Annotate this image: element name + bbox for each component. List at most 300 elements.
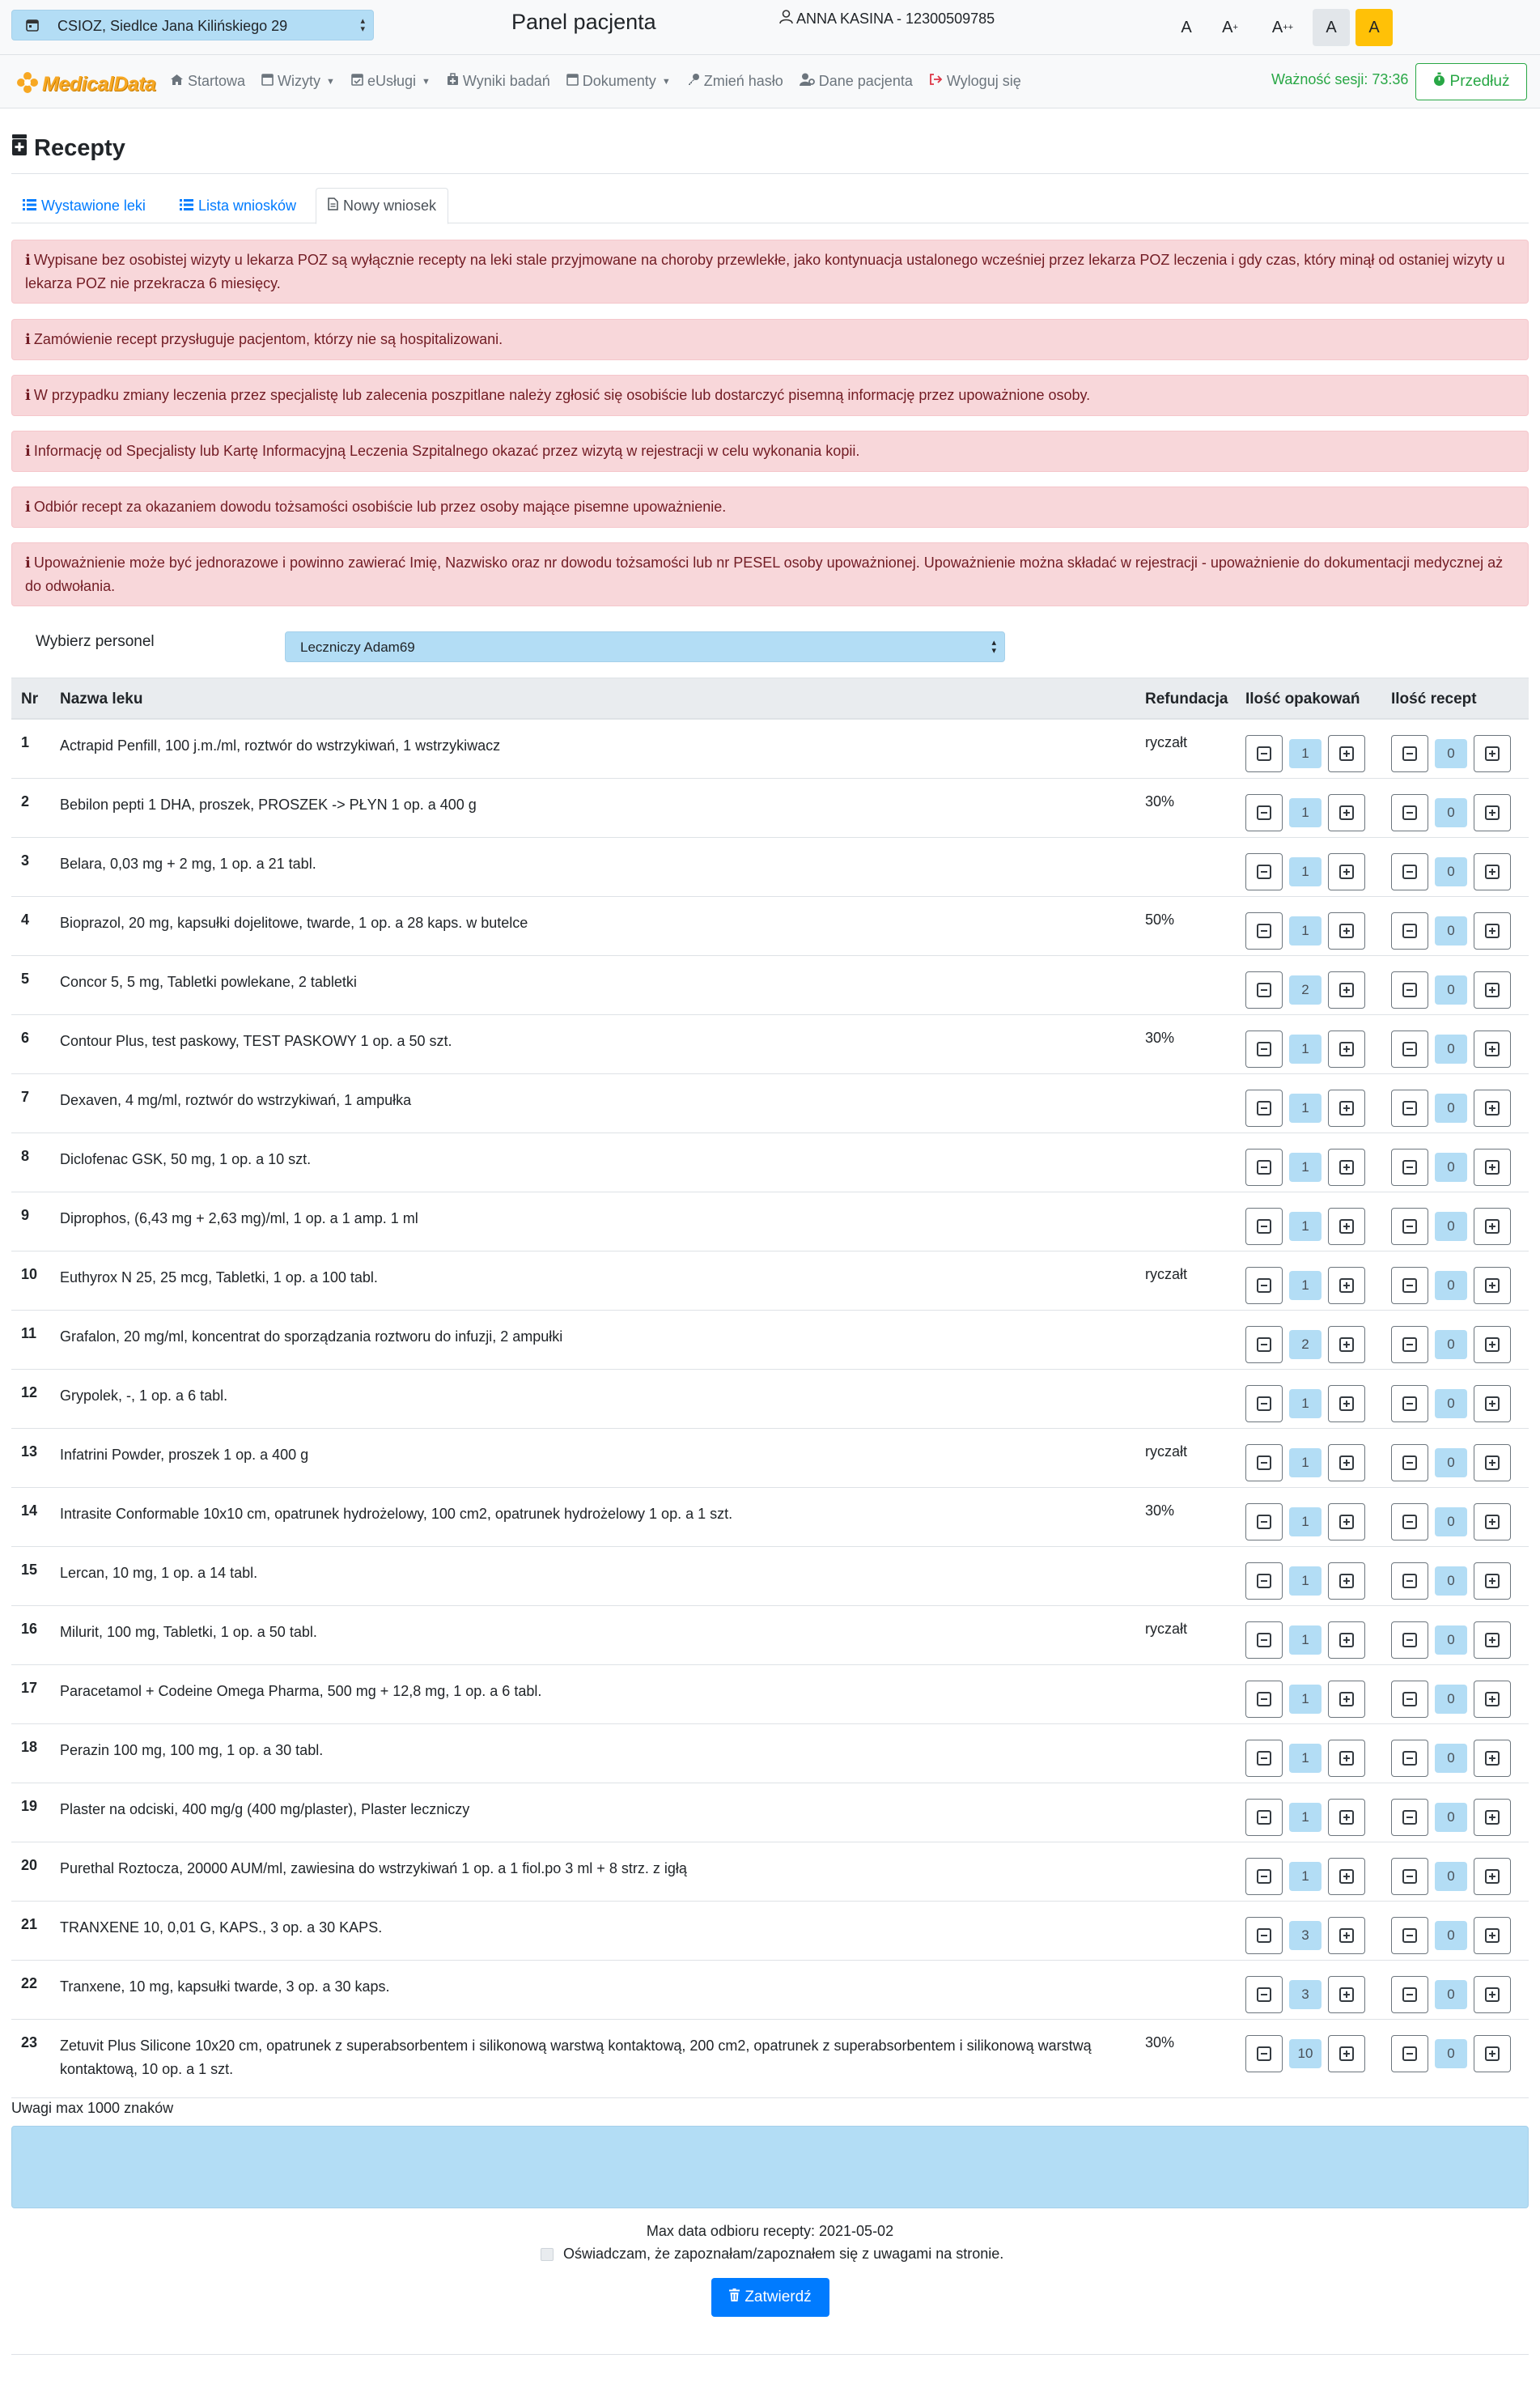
packs-decrement-button[interactable] bbox=[1245, 1149, 1283, 1186]
plus-square-icon bbox=[1485, 1337, 1500, 1352]
packs-increment-button[interactable] bbox=[1328, 1562, 1365, 1600]
recipes-increment-button[interactable] bbox=[1474, 1267, 1511, 1304]
minus-square-icon bbox=[1257, 1928, 1271, 1943]
recipes-decrement-button[interactable] bbox=[1391, 1858, 1428, 1895]
medication-name: Bioprazol, 20 mg, kapsułki dojelitowe, twarde, 1 op. a 28 kaps. w butelce bbox=[60, 915, 528, 931]
packs-stepper bbox=[1245, 1562, 1365, 1600]
minus-square-icon bbox=[1402, 1692, 1417, 1706]
packs-increment-button[interactable] bbox=[1328, 1267, 1365, 1304]
recipes-increment-button[interactable] bbox=[1474, 1799, 1511, 1836]
packs-value[interactable]: 2 bbox=[1289, 1330, 1322, 1359]
tab-nowy-wniosek[interactable]: Nowy wniosek bbox=[316, 188, 448, 224]
packs-value[interactable]: 1 bbox=[1289, 1803, 1322, 1832]
plus-square-icon bbox=[1485, 746, 1500, 761]
packs-decrement-button[interactable] bbox=[1245, 1503, 1283, 1540]
extend-session-button[interactable]: Przedłuż bbox=[1415, 63, 1527, 100]
recipes-value[interactable]: 0 bbox=[1435, 975, 1467, 1005]
medication-name: Actrapid Penfill, 100 j.m./ml, roztwór do wstrzykiwań, 1 wstrzykiwacz bbox=[60, 737, 501, 754]
recipes-increment-button[interactable] bbox=[1474, 2035, 1511, 2072]
packs-increment-button[interactable] bbox=[1328, 912, 1365, 950]
packs-decrement-button[interactable] bbox=[1245, 971, 1283, 1009]
packs-stepper bbox=[1245, 1681, 1365, 1718]
recipes-decrement-button[interactable] bbox=[1391, 1917, 1428, 1954]
table-header bbox=[11, 678, 1529, 720]
plus-square-icon bbox=[1339, 1455, 1354, 1470]
minus-square-icon bbox=[1257, 1101, 1271, 1116]
packs-decrement-button[interactable] bbox=[1245, 1681, 1283, 1718]
packs-value[interactable]: 1 bbox=[1289, 1566, 1322, 1596]
info-alert: i Informację od Specjalisty lub Kartę Informacyjną Leczenia Szpitalnego okazać przez wizytą w rejestracji w celu wykonania kopii. bbox=[11, 431, 1529, 472]
recipes-value[interactable]: 0 bbox=[1435, 1507, 1467, 1536]
packs-value[interactable]: 2 bbox=[1289, 975, 1322, 1005]
plus-square-icon bbox=[1339, 1987, 1354, 2002]
packs-value[interactable]: 1 bbox=[1289, 1094, 1322, 1123]
info-alert: i Upoważnienie może być jednorazowe i powinno zawierać Imię, Nazwisko oraz nr dowodu tożsamości lub nr PESEL osoby upoważnionej. Upoważnienie można składać w rejestracji - upoważnienie do dokumentacji medycznej aż do odwołania. bbox=[11, 542, 1529, 606]
packs-stepper bbox=[1245, 1917, 1365, 1954]
medication-name: Paracetamol + Codeine Omega Pharma, 500 mg + 12,8 mg, 1 op. a 6 tabl. bbox=[60, 1683, 542, 1699]
contrast-high-button[interactable]: A bbox=[1355, 9, 1393, 46]
font-size-normal-button[interactable]: A bbox=[1181, 18, 1192, 36]
minus-square-icon bbox=[1257, 2046, 1271, 2061]
packs-stepper bbox=[1245, 853, 1365, 890]
nav-item-zmien-haslo[interactable]: Zmień hasło bbox=[687, 73, 783, 90]
recipes-value[interactable]: 0 bbox=[1435, 1566, 1467, 1596]
recipes-decrement-button[interactable] bbox=[1391, 1503, 1428, 1540]
plus-square-icon bbox=[1485, 1278, 1500, 1293]
recipes-value[interactable]: 0 bbox=[1435, 739, 1467, 768]
plus-square-icon bbox=[1339, 1396, 1354, 1411]
recipes-stepper bbox=[1391, 971, 1511, 1009]
staff-select[interactable] bbox=[285, 631, 1005, 662]
medication-name: Dexaven, 4 mg/ml, roztwór do wstrzykiwań, 1 ampułka bbox=[60, 1092, 412, 1108]
recipes-value[interactable]: 0 bbox=[1435, 1980, 1467, 2009]
header-recipes: Ilość recept bbox=[1391, 691, 1477, 708]
packs-stepper bbox=[1245, 1208, 1365, 1245]
packs-increment-button[interactable] bbox=[1328, 1681, 1365, 1718]
notes-label: Uwagi max 1000 znaków bbox=[11, 2100, 174, 2116]
recipes-value[interactable]: 0 bbox=[1435, 1389, 1467, 1418]
recipes-value[interactable]: 0 bbox=[1435, 1862, 1467, 1891]
packs-decrement-button[interactable] bbox=[1245, 1740, 1283, 1777]
minus-square-icon bbox=[1402, 1278, 1417, 1293]
caret-down-icon: ▼ bbox=[326, 76, 335, 87]
recipes-stepper bbox=[1391, 1503, 1511, 1540]
recipes-increment-button[interactable] bbox=[1474, 1149, 1511, 1186]
packs-stepper bbox=[1245, 1976, 1365, 2013]
recipes-decrement-button[interactable] bbox=[1391, 1208, 1428, 1245]
plus-square-icon bbox=[1339, 1928, 1354, 1943]
staff-select-value: Leczniczy Adam69 bbox=[300, 640, 415, 655]
recipes-value[interactable]: 0 bbox=[1435, 1685, 1467, 1714]
recipes-decrement-button[interactable] bbox=[1391, 1326, 1428, 1363]
packs-decrement-button[interactable] bbox=[1245, 1031, 1283, 1068]
medication-name: Grypolek, -, 1 op. a 6 tabl. bbox=[60, 1387, 228, 1404]
recipes-value[interactable]: 0 bbox=[1435, 1094, 1467, 1123]
briefcase-medical-icon bbox=[447, 73, 459, 90]
medication-name: Diprophos, (6,43 mg + 2,63 mg)/ml, 1 op. a 1 amp. 1 ml bbox=[60, 1210, 418, 1226]
minus-square-icon bbox=[1402, 1219, 1417, 1234]
refund-value: ryczałt bbox=[1145, 1266, 1188, 1282]
list-icon bbox=[180, 198, 193, 215]
recipes-decrement-button[interactable] bbox=[1391, 794, 1428, 831]
packs-increment-button[interactable] bbox=[1328, 1503, 1365, 1540]
recipes-decrement-button[interactable] bbox=[1391, 1976, 1428, 2013]
minus-square-icon bbox=[1402, 924, 1417, 938]
nav-item-dokumenty[interactable]: Dokumenty ▼ bbox=[566, 73, 671, 90]
info-icon: i bbox=[25, 252, 31, 269]
table-row bbox=[11, 1961, 1529, 2020]
packs-decrement-button[interactable] bbox=[1245, 1621, 1283, 1659]
declaration-checkbox[interactable] bbox=[541, 2248, 554, 2261]
plus-square-icon bbox=[1339, 1278, 1354, 1293]
packs-decrement-button[interactable] bbox=[1245, 794, 1283, 831]
panel-title: Panel pacjenta bbox=[511, 10, 656, 34]
recipes-stepper bbox=[1391, 1621, 1511, 1659]
declaration-label: Oświadczam, że zapoznałam/zapoznałem się z uwagami na stronie. bbox=[563, 2246, 1004, 2262]
recipes-value[interactable]: 0 bbox=[1435, 798, 1467, 827]
packs-increment-button[interactable] bbox=[1328, 1621, 1365, 1659]
recipes-decrement-button[interactable] bbox=[1391, 1385, 1428, 1422]
medication-name: Concor 5, 5 mg, Tabletki powlekane, 2 tabletki bbox=[60, 974, 357, 990]
packs-decrement-button[interactable] bbox=[1245, 853, 1283, 890]
minus-square-icon bbox=[1402, 1810, 1417, 1825]
packs-decrement-button[interactable] bbox=[1245, 1976, 1283, 2013]
table-row bbox=[11, 1074, 1529, 1133]
row-number: 20 bbox=[21, 1857, 38, 1873]
recipes-increment-button[interactable] bbox=[1474, 1326, 1511, 1363]
packs-decrement-button[interactable] bbox=[1245, 1385, 1283, 1422]
row-number: 21 bbox=[21, 1916, 38, 1932]
font-size-xlarge-button[interactable]: A ++ bbox=[1271, 18, 1294, 36]
packs-increment-button[interactable] bbox=[1328, 853, 1365, 890]
packs-decrement-button[interactable] bbox=[1245, 1799, 1283, 1836]
plus-square-icon bbox=[1485, 1042, 1500, 1056]
logo[interactable] bbox=[16, 71, 155, 98]
packs-value[interactable]: 10 bbox=[1289, 2039, 1322, 2068]
packs-stepper bbox=[1245, 971, 1365, 1009]
calendar-icon bbox=[566, 73, 579, 90]
page-title: Recepty bbox=[11, 134, 125, 162]
recipes-decrement-button[interactable] bbox=[1391, 1090, 1428, 1127]
plus-square-icon bbox=[1485, 1928, 1500, 1943]
table-row bbox=[11, 1192, 1529, 1251]
plus-square-icon bbox=[1485, 2046, 1500, 2061]
table-body bbox=[11, 720, 1529, 2098]
plus-square-icon bbox=[1485, 1455, 1500, 1470]
packs-decrement-button[interactable] bbox=[1245, 1208, 1283, 1245]
packs-value[interactable]: 1 bbox=[1289, 1035, 1322, 1064]
font-size-large-button[interactable]: A + bbox=[1222, 18, 1238, 36]
trash-icon bbox=[729, 2288, 740, 2306]
minus-square-icon bbox=[1257, 1160, 1271, 1175]
recipes-value[interactable]: 0 bbox=[1435, 1448, 1467, 1477]
recipes-value[interactable]: 0 bbox=[1435, 1212, 1467, 1241]
packs-stepper bbox=[1245, 735, 1365, 772]
calendar-icon bbox=[12, 11, 53, 40]
recipes-decrement-button[interactable] bbox=[1391, 1562, 1428, 1600]
packs-increment-button[interactable] bbox=[1328, 1385, 1365, 1422]
minus-square-icon bbox=[1402, 865, 1417, 879]
packs-value[interactable]: 1 bbox=[1289, 1389, 1322, 1418]
table-row bbox=[11, 779, 1529, 838]
packs-increment-button[interactable] bbox=[1328, 1799, 1365, 1836]
staff-label: Wybierz personel bbox=[36, 633, 155, 650]
recipes-increment-button[interactable] bbox=[1474, 912, 1511, 950]
recipes-decrement-button[interactable] bbox=[1391, 735, 1428, 772]
table-row bbox=[11, 1311, 1529, 1370]
packs-decrement-button[interactable] bbox=[1245, 1917, 1283, 1954]
packs-increment-button[interactable] bbox=[1328, 794, 1365, 831]
minus-square-icon bbox=[1402, 1455, 1417, 1470]
row-number: 1 bbox=[21, 734, 30, 750]
medication-name: TRANXENE 10, 0,01 G, KAPS., 3 op. a 30 KAPS. bbox=[60, 1919, 383, 1936]
recipes-decrement-button[interactable] bbox=[1391, 1031, 1428, 1068]
minus-square-icon bbox=[1257, 1042, 1271, 1056]
packs-increment-button[interactable] bbox=[1328, 1444, 1365, 1481]
recipes-decrement-button[interactable] bbox=[1391, 1799, 1428, 1836]
tab-lista-wnioskow[interactable]: Lista wniosków bbox=[168, 188, 308, 223]
recipes-increment-button[interactable] bbox=[1474, 1740, 1511, 1777]
declaration bbox=[541, 2246, 1003, 2263]
refund-value: ryczałt bbox=[1145, 1443, 1188, 1460]
medication-name: Tranxene, 10 mg, kapsułki twarde, 3 op. a 30 kaps. bbox=[60, 1978, 390, 1995]
table-row bbox=[11, 838, 1529, 897]
recipes-increment-button[interactable] bbox=[1474, 1681, 1511, 1718]
plus-square-icon bbox=[1339, 1219, 1354, 1234]
recipes-decrement-button[interactable] bbox=[1391, 912, 1428, 950]
recipes-decrement-button[interactable] bbox=[1391, 1444, 1428, 1481]
notes-textarea[interactable] bbox=[11, 2126, 1529, 2208]
minus-square-icon bbox=[1257, 1810, 1271, 1825]
recipes-stepper bbox=[1391, 1681, 1511, 1718]
minus-square-icon bbox=[1257, 1219, 1271, 1234]
nav-item-dane-pacjenta[interactable]: Dane pacjenta bbox=[800, 73, 913, 90]
packs-value[interactable]: 1 bbox=[1289, 1862, 1322, 1891]
minus-square-icon bbox=[1257, 1692, 1271, 1706]
recipes-increment-button[interactable] bbox=[1474, 1976, 1511, 2013]
nav-item-wizyty[interactable]: Wizyty ▼ bbox=[261, 73, 335, 90]
packs-decrement-button[interactable] bbox=[1245, 912, 1283, 950]
info-alert: i Odbiór recept za okazaniem dowodu tożsamości osobiście lub przez osoby mające pisemne upoważnienie. bbox=[11, 487, 1529, 528]
packs-increment-button[interactable] bbox=[1328, 2035, 1365, 2072]
packs-decrement-button[interactable] bbox=[1245, 1562, 1283, 1600]
minus-square-icon bbox=[1402, 1574, 1417, 1588]
recipes-increment-button[interactable] bbox=[1474, 1208, 1511, 1245]
packs-value[interactable]: 3 bbox=[1289, 1921, 1322, 1950]
packs-increment-button[interactable] bbox=[1328, 971, 1365, 1009]
recipes-increment-button[interactable] bbox=[1474, 1562, 1511, 1600]
packs-value[interactable]: 1 bbox=[1289, 1448, 1322, 1477]
row-number: 19 bbox=[21, 1798, 38, 1814]
recipes-value[interactable]: 0 bbox=[1435, 1271, 1467, 1300]
recipes-stepper bbox=[1391, 1149, 1511, 1186]
packs-value[interactable]: 1 bbox=[1289, 1625, 1322, 1655]
packs-increment-button[interactable] bbox=[1328, 1740, 1365, 1777]
medication-name: Contour Plus, test paskowy, TEST PASKOWY 1 op. a 50 szt. bbox=[60, 1033, 452, 1049]
packs-value[interactable]: 1 bbox=[1289, 1153, 1322, 1182]
nav-item-startowa[interactable]: Startowa bbox=[170, 73, 245, 90]
recipes-increment-button[interactable] bbox=[1474, 1917, 1511, 1954]
packs-stepper bbox=[1245, 1267, 1365, 1304]
minus-square-icon bbox=[1402, 1869, 1417, 1884]
minus-square-icon bbox=[1402, 1337, 1417, 1352]
recipes-stepper bbox=[1391, 1385, 1511, 1422]
plus-square-icon bbox=[1339, 1574, 1354, 1588]
clinic-select-value: CSIOZ, Siedlce Jana Kilińskiego 29 bbox=[57, 18, 288, 34]
plus-square-icon bbox=[1339, 1101, 1354, 1116]
select-arrows-icon: ▴ ▾ bbox=[991, 638, 996, 656]
packs-value[interactable]: 1 bbox=[1289, 1744, 1322, 1773]
recipes-increment-button[interactable] bbox=[1474, 1385, 1511, 1422]
recipes-decrement-button[interactable] bbox=[1391, 853, 1428, 890]
recipes-increment-button[interactable] bbox=[1474, 794, 1511, 831]
plus-square-icon bbox=[1339, 1515, 1354, 1529]
caret-down-icon: ▼ bbox=[661, 76, 671, 87]
plus-square-icon bbox=[1339, 1869, 1354, 1884]
medication-name: Grafalon, 20 mg/ml, koncentrat do sporządzania roztworu do infuzji, 2 ampułki bbox=[60, 1328, 563, 1345]
refund-value: 30% bbox=[1145, 793, 1175, 810]
plus-square-icon bbox=[1485, 1515, 1500, 1529]
recipes-increment-button[interactable] bbox=[1474, 735, 1511, 772]
minus-square-icon bbox=[1257, 805, 1271, 820]
packs-stepper bbox=[1245, 1621, 1365, 1659]
select-arrows-icon: ▴ ▾ bbox=[360, 16, 365, 34]
header-refund: Refundacja bbox=[1145, 691, 1228, 708]
packs-decrement-button[interactable] bbox=[1245, 1090, 1283, 1127]
recipes-increment-button[interactable] bbox=[1474, 853, 1511, 890]
packs-decrement-button[interactable] bbox=[1245, 1267, 1283, 1304]
row-number: 6 bbox=[21, 1030, 30, 1046]
recipes-value[interactable]: 0 bbox=[1435, 1803, 1467, 1832]
packs-decrement-button[interactable] bbox=[1245, 1444, 1283, 1481]
contrast-normal-button[interactable]: A bbox=[1313, 9, 1350, 46]
packs-increment-button[interactable] bbox=[1328, 1208, 1365, 1245]
medication-name: Perazin 100 mg, 100 mg, 1 op. a 30 tabl. bbox=[60, 1742, 324, 1758]
packs-value[interactable]: 1 bbox=[1289, 739, 1322, 768]
table-row bbox=[11, 1429, 1529, 1488]
packs-decrement-button[interactable] bbox=[1245, 1326, 1283, 1363]
info-icon: i bbox=[25, 331, 31, 348]
row-number: 8 bbox=[21, 1148, 30, 1164]
packs-increment-button[interactable] bbox=[1328, 1326, 1365, 1363]
row-number: 10 bbox=[21, 1266, 38, 1282]
packs-increment-button[interactable] bbox=[1328, 1031, 1365, 1068]
table-row bbox=[11, 1370, 1529, 1429]
row-number: 23 bbox=[21, 2034, 38, 2050]
packs-decrement-button[interactable] bbox=[1245, 1858, 1283, 1895]
recipes-value[interactable]: 0 bbox=[1435, 1625, 1467, 1655]
info-alert: i W przypadku zmiany leczenia przez specjalistę lub zalecenia poszpitlane należy zgłosić się osobiście lub dostarczyć pisemną informację przez upoważnione osoby. bbox=[11, 375, 1529, 416]
packs-value[interactable]: 3 bbox=[1289, 1980, 1322, 2009]
recipes-increment-button[interactable] bbox=[1474, 1503, 1511, 1540]
clinic-select[interactable] bbox=[11, 10, 374, 40]
packs-decrement-button[interactable] bbox=[1245, 735, 1283, 772]
packs-value[interactable]: 1 bbox=[1289, 916, 1322, 946]
plus-square-icon bbox=[1485, 1810, 1500, 1825]
minus-square-icon bbox=[1257, 1455, 1271, 1470]
calendar-icon bbox=[261, 73, 274, 90]
refund-value: ryczałt bbox=[1145, 734, 1188, 750]
recipes-increment-button[interactable] bbox=[1474, 1444, 1511, 1481]
minus-square-icon bbox=[1402, 1928, 1417, 1943]
recipes-value[interactable]: 0 bbox=[1435, 1035, 1467, 1064]
nav-item-euslugi[interactable]: eUsługi ▼ bbox=[351, 73, 431, 90]
recipes-value[interactable]: 0 bbox=[1435, 1330, 1467, 1359]
packs-value[interactable]: 1 bbox=[1289, 1271, 1322, 1300]
packs-value[interactable]: 1 bbox=[1289, 1212, 1322, 1241]
plus-square-icon bbox=[1485, 1219, 1500, 1234]
packs-stepper bbox=[1245, 1858, 1365, 1895]
minus-square-icon bbox=[1257, 1574, 1271, 1588]
recipes-stepper bbox=[1391, 1267, 1511, 1304]
packs-increment-button[interactable] bbox=[1328, 1858, 1365, 1895]
recipes-value[interactable]: 0 bbox=[1435, 916, 1467, 946]
packs-stepper bbox=[1245, 1031, 1365, 1068]
recipes-decrement-button[interactable] bbox=[1391, 1149, 1428, 1186]
recipes-decrement-button[interactable] bbox=[1391, 2035, 1428, 2072]
recipes-decrement-button[interactable] bbox=[1391, 1740, 1428, 1777]
packs-increment-button[interactable] bbox=[1328, 1976, 1365, 2013]
minus-square-icon bbox=[1402, 1101, 1417, 1116]
table-row bbox=[11, 1251, 1529, 1311]
recipes-decrement-button[interactable] bbox=[1391, 1681, 1428, 1718]
recipes-increment-button[interactable] bbox=[1474, 1621, 1511, 1659]
packs-stepper bbox=[1245, 912, 1365, 950]
tab-wystawione-leki[interactable]: Wystawione leki bbox=[11, 188, 157, 223]
refund-value: 30% bbox=[1145, 1030, 1175, 1046]
packs-decrement-button[interactable] bbox=[1245, 2035, 1283, 2072]
recipes-value[interactable]: 0 bbox=[1435, 1921, 1467, 1950]
medication-name: Milurit, 100 mg, Tabletki, 1 op. a 50 tabl. bbox=[60, 1624, 317, 1640]
recipes-decrement-button[interactable] bbox=[1391, 1621, 1428, 1659]
nav-item-wyniki-badan[interactable]: Wyniki badań bbox=[447, 73, 550, 90]
recipes-increment-button[interactable] bbox=[1474, 971, 1511, 1009]
medication-name: Belara, 0,03 mg + 2 mg, 1 op. a 21 tabl. bbox=[60, 856, 316, 872]
packs-value[interactable]: 1 bbox=[1289, 1685, 1322, 1714]
info-icon: i bbox=[25, 387, 31, 404]
info-alert: i Wypisane bez osobistej wizyty u lekarza POZ są wyłącznie recepty na leki stale przyjmowane na choroby przewlekłe, jako kontynuacja ustalonego wcześniej przez lekarza POZ leczenia i gdy czas, który minął od ostaniej wizyty u lekarza POZ nie przekracza 6 miesięcy. bbox=[11, 240, 1529, 304]
packs-value[interactable]: 1 bbox=[1289, 798, 1322, 827]
packs-increment-button[interactable] bbox=[1328, 1090, 1365, 1127]
packs-increment-button[interactable] bbox=[1328, 735, 1365, 772]
packs-increment-button[interactable] bbox=[1328, 1149, 1365, 1186]
packs-value[interactable]: 1 bbox=[1289, 1507, 1322, 1536]
medication-name: Infatrini Powder, proszek 1 op. a 400 g bbox=[60, 1447, 309, 1463]
recipes-value[interactable]: 0 bbox=[1435, 2039, 1467, 2068]
submit-button[interactable]: Zatwierdź bbox=[711, 2278, 829, 2317]
plus-square-icon bbox=[1485, 983, 1500, 997]
recipes-decrement-button[interactable] bbox=[1391, 1267, 1428, 1304]
nav-item-wyloguj[interactable]: Wyloguj się bbox=[929, 73, 1021, 90]
recipes-increment-button[interactable] bbox=[1474, 1858, 1511, 1895]
packs-increment-button[interactable] bbox=[1328, 1917, 1365, 1954]
plus-square-icon bbox=[1485, 1692, 1500, 1706]
recipes-decrement-button[interactable] bbox=[1391, 971, 1428, 1009]
minus-square-icon bbox=[1257, 983, 1271, 997]
max-pickup-date: Max data odbioru recepty: 2021-05-02 bbox=[646, 2223, 894, 2239]
recipes-stepper bbox=[1391, 1208, 1511, 1245]
recipes-value[interactable]: 0 bbox=[1435, 1744, 1467, 1773]
recipes-increment-button[interactable] bbox=[1474, 1031, 1511, 1068]
packs-stepper bbox=[1245, 1740, 1365, 1777]
recipes-value[interactable]: 0 bbox=[1435, 857, 1467, 886]
packs-value[interactable]: 1 bbox=[1289, 857, 1322, 886]
minus-square-icon bbox=[1257, 1987, 1271, 2002]
recipes-value[interactable]: 0 bbox=[1435, 1153, 1467, 1182]
medication-name: Purethal Roztocza, 20000 AUM/ml, zawiesina do wstrzykiwań 1 op. a 1 fiol.po 3 ml + 8 strz. z igłą bbox=[60, 1860, 687, 1876]
recipes-increment-button[interactable] bbox=[1474, 1090, 1511, 1127]
header-packs: Ilość opakowań bbox=[1245, 691, 1360, 708]
